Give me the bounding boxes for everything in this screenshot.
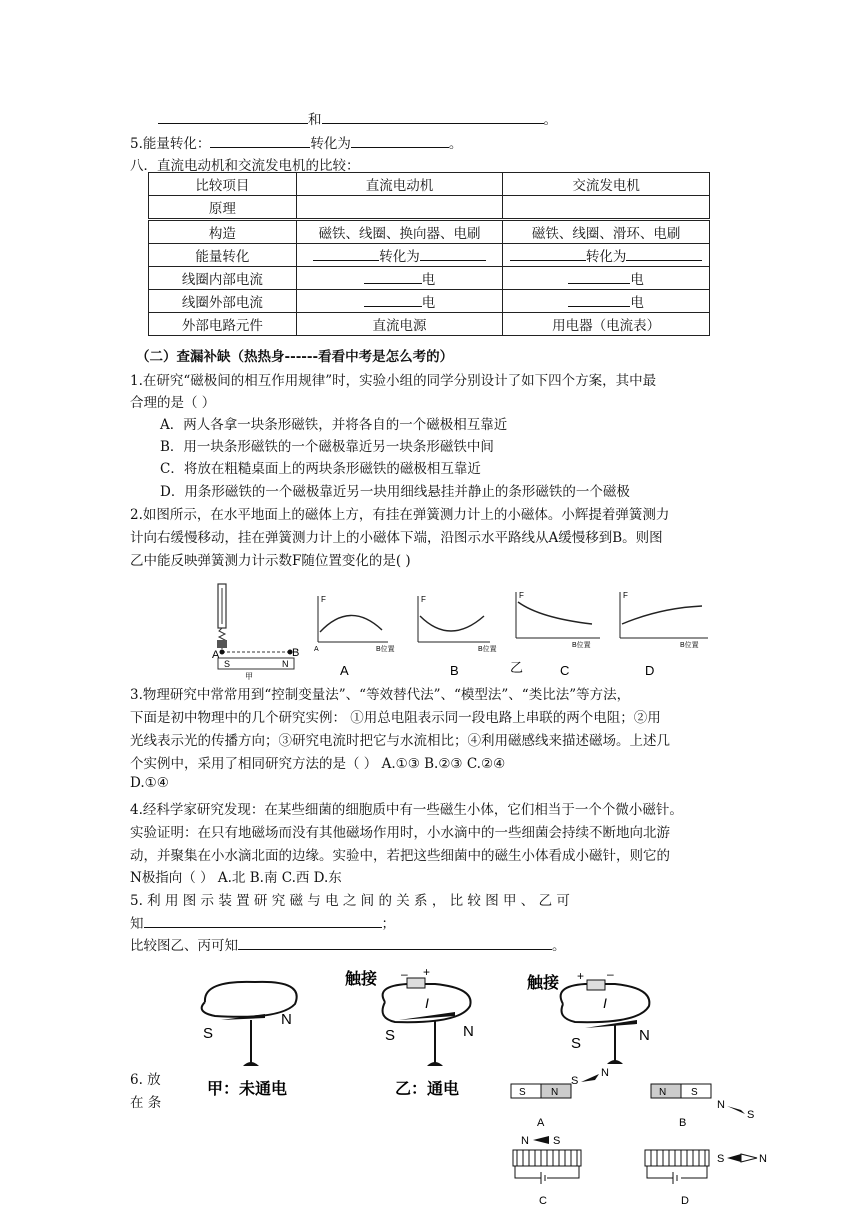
q3-text: D.①④	[130, 775, 169, 791]
text: 。	[448, 136, 463, 152]
graph-label: B	[450, 663, 459, 678]
battery-icon	[407, 978, 425, 988]
cell-text: 转化为	[379, 249, 420, 265]
magnet-n: N	[659, 1087, 667, 1098]
pole-s: S	[203, 1025, 214, 1042]
blank	[158, 109, 308, 124]
q1-stem: 合理的是（ ）	[130, 395, 216, 411]
needle-s: S	[571, 1075, 579, 1087]
needle-n: N	[601, 1067, 609, 1079]
row-label: 外部电路元件	[149, 313, 297, 336]
option-d-figure	[645, 1150, 767, 1207]
q1-option-d: D．用条形磁铁的一个磁极靠近另一块用细线悬挂并静止的条形磁铁的一个磁极	[160, 484, 630, 500]
q1-option-b: B．用一块条形磁铁的一个磁极靠近另一块条形磁铁中间	[160, 439, 494, 455]
pole-s: S	[571, 1035, 582, 1052]
q2-figure	[200, 580, 720, 680]
q1-option-c: C．将放在粗糙桌面上的两块条形磁铁的磁极相互靠近	[160, 461, 481, 477]
option-label: B	[679, 1117, 687, 1129]
q5-line-2	[130, 912, 395, 932]
blank	[420, 246, 486, 261]
graph-label: D	[645, 663, 655, 678]
table-row	[149, 244, 710, 267]
compass-needle-icon	[533, 1136, 549, 1144]
label-a: A	[212, 649, 220, 661]
blank	[144, 913, 382, 928]
blank	[351, 133, 449, 148]
compass-needle-icon	[581, 1074, 599, 1082]
q3-text: 3.物理研究中常常用到“控制变量法”、“等效替代法”、“模型法”、“类比法”等方法，	[130, 687, 631, 703]
q4-text: N极指向（ ） A.北 B.南 C.西 D.东	[130, 870, 342, 886]
cell-generator	[503, 290, 710, 313]
option-c-figure	[513, 1135, 581, 1207]
text: 比较图乙、丙可知	[130, 938, 238, 954]
magnet-n: N	[551, 1087, 559, 1098]
q4-text: 动，并聚集在小水滴北面的边缘。实验中，若把这些细菌中的磁生小体看成小磁针，则它的	[130, 848, 670, 864]
needle-s: S	[747, 1109, 755, 1121]
current-i: I	[603, 995, 607, 1011]
q1-stem: 1.在研究“磁极间的相互作用规律”时，实验小组的同学分别设计了如下四个方案，其中最	[130, 373, 657, 389]
cell-text: 电	[630, 272, 644, 288]
cell-generator: 用电器（电流表）	[503, 313, 710, 336]
cell-text: 电	[421, 272, 436, 288]
blank	[322, 109, 544, 124]
q1-option-a: A．两人各拿一块条形磁铁，并将各自的一个磁极相互靠近	[160, 417, 508, 433]
q5-text: 5. 利 用 图 示 装 置 研 究 磁 与 电 之 间 的 关 系 ， 比 较 图 甲 、 乙 可	[130, 893, 570, 909]
cell-motor: 磁铁、线圈、换向器、电刷	[296, 220, 503, 244]
q5-line-3	[130, 934, 566, 954]
q3-text: 个实例中，采用了相同研究方法的是（ ） A.①③ B.②③ C.②④	[130, 756, 506, 772]
magnet-n: N	[282, 659, 289, 669]
table-row	[149, 313, 710, 336]
graph-b	[418, 595, 497, 678]
cell-generator	[503, 267, 710, 290]
figure-bing	[527, 967, 650, 1064]
blank	[568, 292, 630, 307]
option-b-figure	[651, 1084, 754, 1129]
compass-needle-icon	[727, 1154, 741, 1162]
figure-jia	[202, 982, 297, 1098]
section-8-title: 八．直流电动机和交流发电机的比较：	[130, 158, 360, 174]
axis-pos: B位置	[478, 646, 497, 653]
axis-pos: B位置	[376, 646, 395, 653]
axis-pos: B位置	[680, 642, 699, 649]
cell-motor	[296, 196, 503, 220]
table-header-row	[149, 173, 710, 196]
cell-motor	[296, 244, 503, 267]
text: ；	[381, 916, 395, 932]
text: 。	[543, 112, 557, 128]
q6-figure	[505, 1062, 775, 1212]
graph-label: C	[560, 663, 570, 678]
plus-sign: +	[577, 969, 585, 983]
q3-text: 下面是初中物理中的几个研究实例： ①用总电阻表示同一段电路上串联的两个电阻；②用	[130, 710, 661, 726]
graph-label: A	[340, 663, 349, 678]
comparison-table	[148, 172, 710, 336]
touch-label: 触接	[527, 975, 560, 992]
option-label: C	[539, 1195, 547, 1207]
text: 5.能量转化：	[130, 136, 211, 152]
cell-text: 转化为	[585, 249, 627, 265]
label-b: B	[292, 647, 300, 659]
graph-d	[620, 591, 708, 678]
touch-label: 触接	[345, 971, 378, 988]
axis-f: F	[519, 591, 524, 600]
figure-yi	[345, 965, 474, 1098]
table-row	[149, 196, 710, 220]
q2-text: 计向右缓慢移动，挂在弹簧测力计上的小磁体下端，沿图示水平路线从A缓慢移到B。则图	[130, 530, 663, 546]
option-label: D	[681, 1195, 689, 1207]
pole-n: N	[281, 1011, 292, 1028]
current-i: I	[425, 995, 429, 1011]
row-label: 线圈内部电流	[149, 267, 297, 290]
row-label: 构造	[149, 220, 297, 244]
table-header: 比较项目	[149, 173, 297, 196]
fig-yi-label: 乙	[510, 660, 524, 675]
cell-motor: 直流电源	[296, 313, 503, 336]
pole-s: S	[385, 1027, 396, 1044]
axis-f: F	[421, 595, 426, 604]
graph-a	[314, 595, 395, 678]
q3-text: 光线表示光的传播方向；③研究电流时把它与水流相比；④利用磁感线来描述磁场。上述几	[130, 733, 670, 749]
option-a-figure	[511, 1067, 609, 1129]
row-label: 线圈外部电流	[149, 290, 297, 313]
needle-s: S	[553, 1135, 561, 1147]
q6-text: 在 条	[130, 1095, 162, 1111]
q4-text: 实验证明：在只有地磁场而没有其他磁场作用时，小水滴中的一些细菌会持续不断地向北游	[130, 825, 670, 841]
blank	[364, 269, 422, 284]
q2-text: 乙中能反映弹簧测力计示数F随位置变化的是( )	[130, 553, 411, 569]
cell-motor	[296, 267, 503, 290]
axis-f: F	[623, 591, 628, 600]
magnet-s: S	[519, 1087, 526, 1098]
text: 知	[130, 916, 144, 932]
minus-sign: –	[607, 967, 614, 981]
axis-pos: B位置	[572, 642, 591, 649]
caption-yi: 乙：通电	[395, 1081, 460, 1098]
row-label: 能量转化	[149, 244, 297, 267]
blank	[626, 246, 702, 261]
cell-generator	[503, 244, 710, 267]
axis-a: A	[314, 646, 319, 653]
row-label: 原理	[149, 196, 297, 220]
magnet-s: S	[691, 1087, 698, 1098]
battery-icon	[587, 980, 605, 990]
spring-scale-icon	[217, 584, 227, 649]
cell-text: 电	[421, 295, 436, 311]
blank	[210, 133, 310, 148]
blank	[364, 292, 422, 307]
text: 和	[308, 112, 322, 128]
text: 。	[552, 938, 566, 954]
cell-generator: 磁铁、线圈、滑环、电刷	[503, 220, 710, 244]
pole-n: N	[463, 1023, 474, 1040]
section-2-title: （二）查漏补缺（热热身------看看中考是怎么考的）	[136, 349, 454, 365]
plus-sign: +	[423, 965, 431, 979]
text: 转化为	[310, 136, 351, 152]
option-label: A	[537, 1117, 545, 1129]
table-header: 交流发电机	[503, 173, 710, 196]
table-row	[149, 220, 710, 244]
compass-needle-icon	[727, 1106, 745, 1114]
fig-jia-label: 甲	[245, 672, 253, 680]
caption-jia: 甲：未通电	[207, 1081, 288, 1098]
table-row	[149, 290, 710, 313]
q6-text: 6. 放	[130, 1072, 161, 1088]
magnet-s: S	[224, 659, 231, 669]
blank	[510, 246, 586, 261]
needle-n: N	[717, 1099, 725, 1111]
q4-text: 4.经科学家研究发现：在某些细菌的细胞质中有一些磁生小体，它们相当于一个个微小磁针。	[130, 802, 683, 818]
q2-text: 2.如图所示，在水平地面上的磁体上方，有挂在弹簧测力计上的小磁体。小辉提着弹簧测力	[130, 507, 670, 523]
needle-n: N	[521, 1135, 529, 1147]
blank	[238, 935, 552, 950]
cell-motor	[296, 290, 503, 313]
table-row	[149, 267, 710, 290]
point-a	[220, 650, 225, 655]
graph-c	[510, 591, 600, 678]
pole-n: N	[639, 1027, 650, 1044]
fill-line-2	[130, 132, 462, 152]
needle-s: S	[717, 1153, 725, 1165]
cell-generator	[503, 196, 710, 220]
minus-sign: –	[401, 967, 408, 981]
axis-f: F	[321, 595, 326, 604]
needle-n: N	[759, 1153, 767, 1165]
blank	[313, 246, 379, 261]
cell-text: 电	[630, 295, 644, 311]
table-header: 直流电动机	[296, 173, 503, 196]
blank	[568, 269, 630, 284]
fill-line-1	[158, 108, 557, 128]
